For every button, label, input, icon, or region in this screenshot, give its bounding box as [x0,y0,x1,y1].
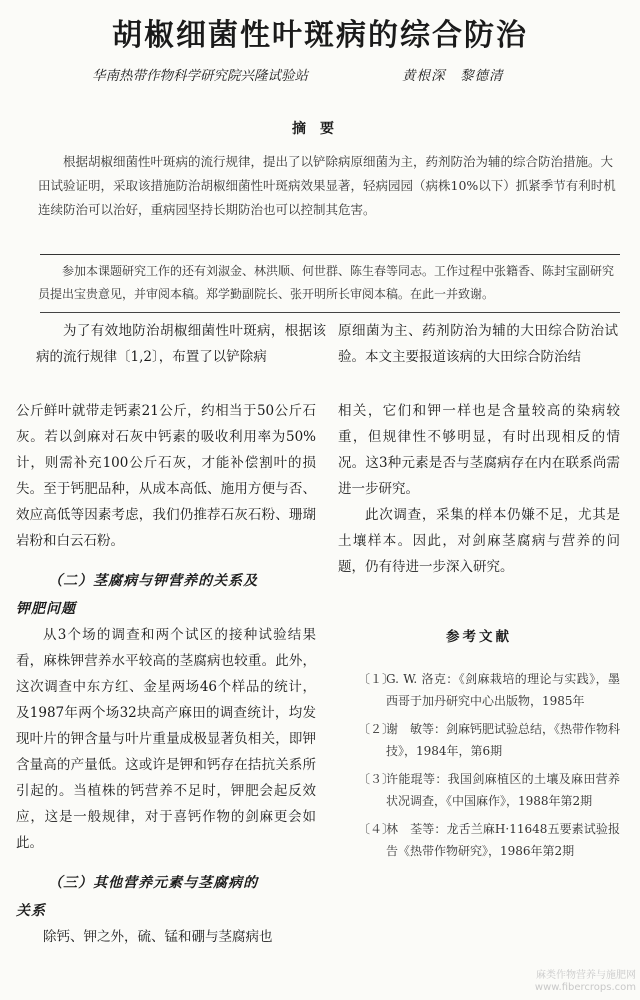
abstract-text: 根据胡椒细菌性叶斑病的流行规律，提出了以铲除病原细菌为主，药剂防治为辅的综合防治措施。大田试验证明，采取该措施防治胡椒细菌性叶斑病效果显著，轻病园园（病株10%以下）抓紧季节有利时机连续防治可以治好，重病园坚持长期防治也可以控制其危害。 [38,154,616,217]
references-title: 参考文献 [446,629,512,645]
reference-text: 林 荃等：龙舌兰麻H·11648五要素试验报告《热带作物研究》，1986年第2期 [386,822,620,858]
author-names: 黄根深 黎德清 [402,68,504,84]
acknowledgement-text: 参加本课题研究工作的还有刘淑金、林洪顺、何世群、陈生春等同志。工作过程中张籍香、陈封宝副研究员提出宝贵意见，并审阅本稿。郑学勤副院长、张开明所长审阅本稿。在此一并致谢。 [38,264,615,301]
right-paragraph-1: 相关，它们和钾一样也是含量较高的染病较重，但规律性不够明显，有时出现相反的情况。这3种元素是否与茎腐病存在内在联系尚需进一步研究。 [338,403,620,497]
intro-right [338,318,618,370]
divider-top [40,254,620,255]
intro-right-text: 原细菌为主、药剂防治为辅的大田综合防治试验。本文主要报道该病的大田综合防治结 [338,323,618,365]
author-line [92,64,562,84]
intro-left [36,318,326,370]
reference-text: G. W. 洛克：《剑麻栽培的理论与实践》，墨西哥于加丹研究中心出版物，1985年 [386,672,620,708]
left-column [16,398,316,950]
divider-bottom [40,312,620,313]
abstract-body [38,150,620,222]
reference-item [338,718,620,762]
right-paragraph-2: 此次调查，采集的样本仍嫌不足，尤其是土壤样本。因此，对剑麻茎腐病与营养的问题，仍有待进一步深入研究。 [338,507,620,575]
section-3-heading-cont: 关系 [16,903,46,919]
left-paragraph-1: 公斤鲜叶就带走钙素21公斤，约相当于50公斤石灰。若以剑麻对石灰中钙素的吸收利用率为50%计，则需补充100公斤石灰，才能补偿割叶的损失。至于钙肥品种，从成本高低、施用方便与否、效应高低等因素考虑，我们仍推荐石灰石粉、珊瑚岩粉和白云石粉。 [16,403,316,549]
watermark-line-1: 麻类作物营养与施肥网 [536,970,636,981]
section-3-heading: （三）其他营养元素与茎腐病的 [48,875,259,891]
reference-number: 〔２〕 [358,722,395,736]
reference-number: 〔４〕 [358,822,395,836]
abstract-heading: 摘要 [292,121,348,137]
left-paragraph-2: 从3个场的调查和两个试区的接种试验结果看，麻株钾营养水平较高的茎腐病也较重。此外，这次调查中东方红、金星两场46个样品的统计，及1987年两个场32块高产麻田的调查统计，均发现叶片的钾含量与叶片重量成极显著负相关，即钾含量高的产量低。这或许是钾和钙存在拮抗关系所引起的。当植株的钙营养不足时，钾肥会起反效应，这是一般规律，对于喜钙作物的剑麻更会如此。 [16,627,316,851]
reference-item [338,668,620,712]
reference-number: 〔１〕 [358,672,395,686]
reference-text: 谢 敏等：剑麻钙肥试验总结，《热带作物科技》，1984年，第6期 [386,722,621,758]
institution: 华南热带作物科学研究院兴隆试验站 [92,68,308,84]
intro-left-text: 为了有效地防治胡椒细菌性叶斑病，根据该病的流行规律〔1,2〕，布置了以铲除病 [36,323,326,365]
reference-number: 〔３〕 [358,772,395,786]
reference-item [338,768,620,812]
reference-item [338,818,620,862]
reference-text: 许能琨等：我国剑麻植区的土壤及麻田营养状况调查，《中国麻作》，1988年第2期 [386,772,620,808]
reference-list [338,668,620,862]
article-title: 胡椒细菌性叶斑病的综合防治 [112,18,528,53]
section-2-heading: （二）茎腐病与钾营养的关系及 [48,573,259,589]
watermark-line-2: www.fibercrops.com [534,982,636,993]
acknowledgement [38,260,622,306]
left-paragraph-3: 除钙、钾之外，硫、锰和硼与茎腐病也 [43,929,273,945]
right-column [338,398,620,868]
site-watermark [535,970,636,994]
section-2-heading-cont: 钾肥问题 [16,601,76,617]
